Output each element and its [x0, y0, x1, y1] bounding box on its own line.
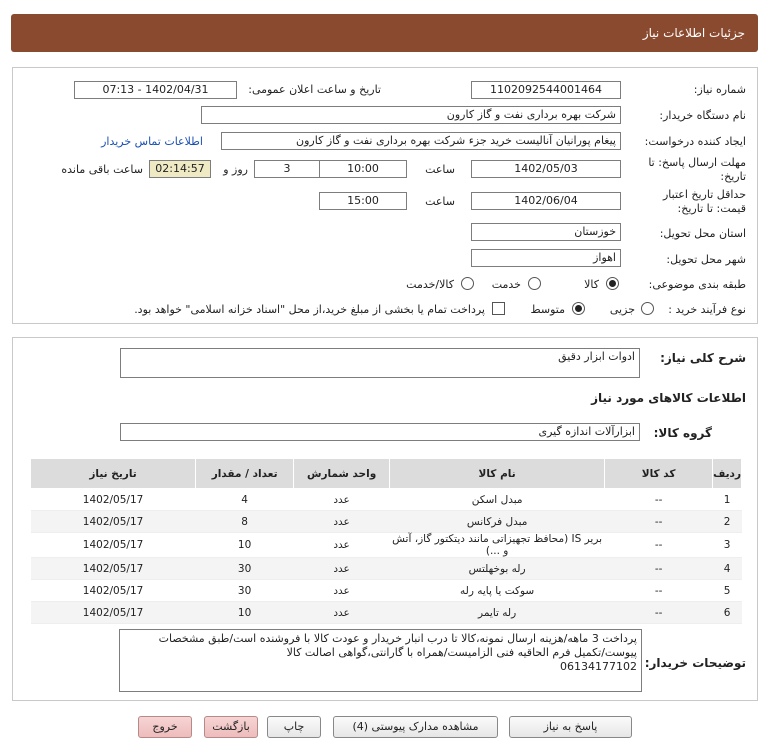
page-title: جزئیات اطلاعات نیاز	[642, 26, 745, 40]
buyer-label: نام دستگاه خریدار:	[659, 109, 746, 122]
print-button[interactable]: چاپ	[267, 716, 321, 738]
table-row	[31, 558, 742, 580]
summary-field: ادوات ابزار دقیق	[120, 348, 640, 378]
col-code: کد کالا	[605, 459, 713, 489]
cell-qty: 30	[196, 558, 294, 580]
province-field: خوزستان	[471, 223, 621, 241]
table-row	[31, 580, 742, 602]
cell-row: 6	[713, 602, 742, 624]
validity-time-field: 15:00	[319, 192, 407, 210]
category-radio-service[interactable]	[528, 277, 541, 290]
cell-unit: عدد	[294, 533, 390, 558]
need-number-field: 1102092544001464	[471, 81, 621, 99]
cell-date: 1402/05/17	[31, 580, 196, 602]
cell-code: --	[605, 580, 713, 602]
group-field: ابزارآلات اندازه گیری	[120, 423, 640, 441]
need-info-panel	[12, 67, 758, 324]
cell-code: --	[605, 558, 713, 580]
cell-date: 1402/05/17	[31, 533, 196, 558]
cell-row: 2	[713, 511, 742, 533]
validity-label: حداقل تاریخ اعتبار قیمت: تا تاریخ:	[662, 188, 746, 215]
cell-row: 4	[713, 558, 742, 580]
notes-line: پیوست/تکمیل فرم الحاقیه فنی الزامیست/همراه با گارانتی،گواهی اصالت کالا	[286, 646, 637, 659]
creator-field: پیغام پورانیان آنالیست خرید جزء شرکت بهره برداری نفت و گاز کارون	[221, 132, 621, 150]
col-row: ردیف	[713, 459, 742, 489]
cell-unit: عدد	[294, 580, 390, 602]
page-title-bar	[11, 14, 758, 52]
cell-date: 1402/05/17	[31, 489, 196, 511]
contact-info-link[interactable]: اطلاعات تماس خریدار	[101, 135, 203, 148]
cell-row: 5	[713, 580, 742, 602]
back-button[interactable]: بازگشت	[204, 716, 258, 738]
creator-label: ایجاد کننده درخواست:	[644, 135, 746, 148]
cell-code: --	[605, 489, 713, 511]
remaining-time-field: 02:14:57	[149, 160, 211, 178]
col-unit: واحد شمارش	[294, 459, 390, 489]
cell-date: 1402/05/17	[31, 558, 196, 580]
cell-unit: عدد	[294, 558, 390, 580]
days-field: 3	[254, 160, 320, 178]
cell-name: رله بوخهلتس	[390, 558, 605, 580]
reply-date-field: 1402/05/03	[471, 160, 621, 178]
category-option-service: خدمت	[491, 278, 521, 291]
table-row	[31, 602, 742, 624]
cell-qty: 10	[196, 533, 294, 558]
cell-unit: عدد	[294, 489, 390, 511]
attachments-button[interactable]: مشاهده مدارک پیوستی (4)	[333, 716, 498, 738]
cell-row: 3	[713, 533, 742, 558]
reply-button[interactable]: پاسخ به نیاز	[509, 716, 632, 738]
cell-qty: 4	[196, 489, 294, 511]
notes-line: 06134177102	[560, 660, 637, 673]
treasury-checkbox[interactable]	[492, 302, 505, 315]
process-label: نوع فرآیند خرید :	[668, 303, 746, 316]
city-label: شهر محل تحویل:	[666, 253, 746, 266]
announce-field: 1402/04/31 - 07:13	[74, 81, 237, 99]
cell-unit: عدد	[294, 511, 390, 533]
days-label: روز و	[223, 163, 248, 176]
remaining-label: ساعت باقی مانده	[61, 163, 143, 176]
category-radio-goods[interactable]	[606, 277, 619, 290]
cell-unit: عدد	[294, 602, 390, 624]
cell-qty: 30	[196, 580, 294, 602]
city-field: اهواز	[471, 249, 621, 267]
goods-info-title: اطلاعات کالاهای مورد نیاز	[591, 391, 746, 405]
cell-qty: 10	[196, 602, 294, 624]
col-qty: تعداد / مقدار	[196, 459, 294, 489]
validity-date-field: 1402/06/04	[471, 192, 621, 210]
exit-button[interactable]: خروج	[138, 716, 192, 738]
category-radio-goods-service[interactable]	[461, 277, 474, 290]
cell-date: 1402/05/17	[31, 511, 196, 533]
notes-line: پرداخت 3 ماهه/هزینه ارسال نمونه،کالا تا درب انبار خریدار و عودت کالا با فروشنده است/طبق مشخصات	[158, 632, 637, 645]
validity-time-label: ساعت	[425, 195, 455, 208]
reply-time-label: ساعت	[425, 163, 455, 176]
treasury-note: پرداخت تمام یا بخشی از مبلغ خرید،از محل "اسناد خزانه اسلامی" خواهد بود.	[134, 303, 485, 316]
cell-date: 1402/05/17	[31, 602, 196, 624]
group-label: گروه کالا:	[653, 426, 712, 440]
cell-row: 1	[713, 489, 742, 511]
process-radio-medium[interactable]	[572, 302, 585, 315]
table-row	[31, 511, 742, 533]
process-option-medium: متوسط	[530, 303, 565, 316]
table-row	[31, 489, 742, 511]
cell-name: مبدل فرکانس	[390, 511, 605, 533]
cell-name: سوکت یا پایه رله	[390, 580, 605, 602]
category-label: طبقه بندی موضوعی:	[648, 278, 746, 291]
notes-field	[119, 629, 642, 692]
goods-table	[30, 458, 742, 624]
cell-name: مبدل اسکن	[390, 489, 605, 511]
cell-name: بریر IS (محافظ تجهیزاتی مانند دیتکتور گاز، آتش و ...)	[390, 533, 605, 558]
details-panel	[12, 337, 758, 701]
reply-time-field: 10:00	[319, 160, 407, 178]
cell-qty: 8	[196, 511, 294, 533]
province-label: استان محل تحویل:	[659, 227, 746, 240]
cell-name: رله تایمر	[390, 602, 605, 624]
category-option-goods: کالا	[584, 278, 599, 291]
category-option-goods-service: کالا/خدمت	[406, 278, 454, 291]
reply-deadline-label: مهلت ارسال پاسخ: تا تاریخ:	[648, 156, 746, 183]
process-option-minor: جزیی	[609, 303, 635, 316]
summary-label: شرح کلی نیاز:	[660, 351, 746, 365]
buyer-field: شرکت بهره برداری نفت و گاز کارون	[201, 106, 621, 124]
cell-code: --	[605, 533, 713, 558]
need-number-label: شماره نیاز:	[693, 83, 746, 96]
notes-label: توضیحات خریدار:	[644, 656, 746, 670]
announce-label: تاریخ و ساعت اعلان عمومی:	[248, 83, 381, 96]
col-date: تاریخ نیاز	[31, 459, 196, 489]
col-name: نام کالا	[390, 459, 605, 489]
cell-code: --	[605, 602, 713, 624]
cell-code: --	[605, 511, 713, 533]
process-radio-minor[interactable]	[641, 302, 654, 315]
table-row	[31, 533, 742, 558]
